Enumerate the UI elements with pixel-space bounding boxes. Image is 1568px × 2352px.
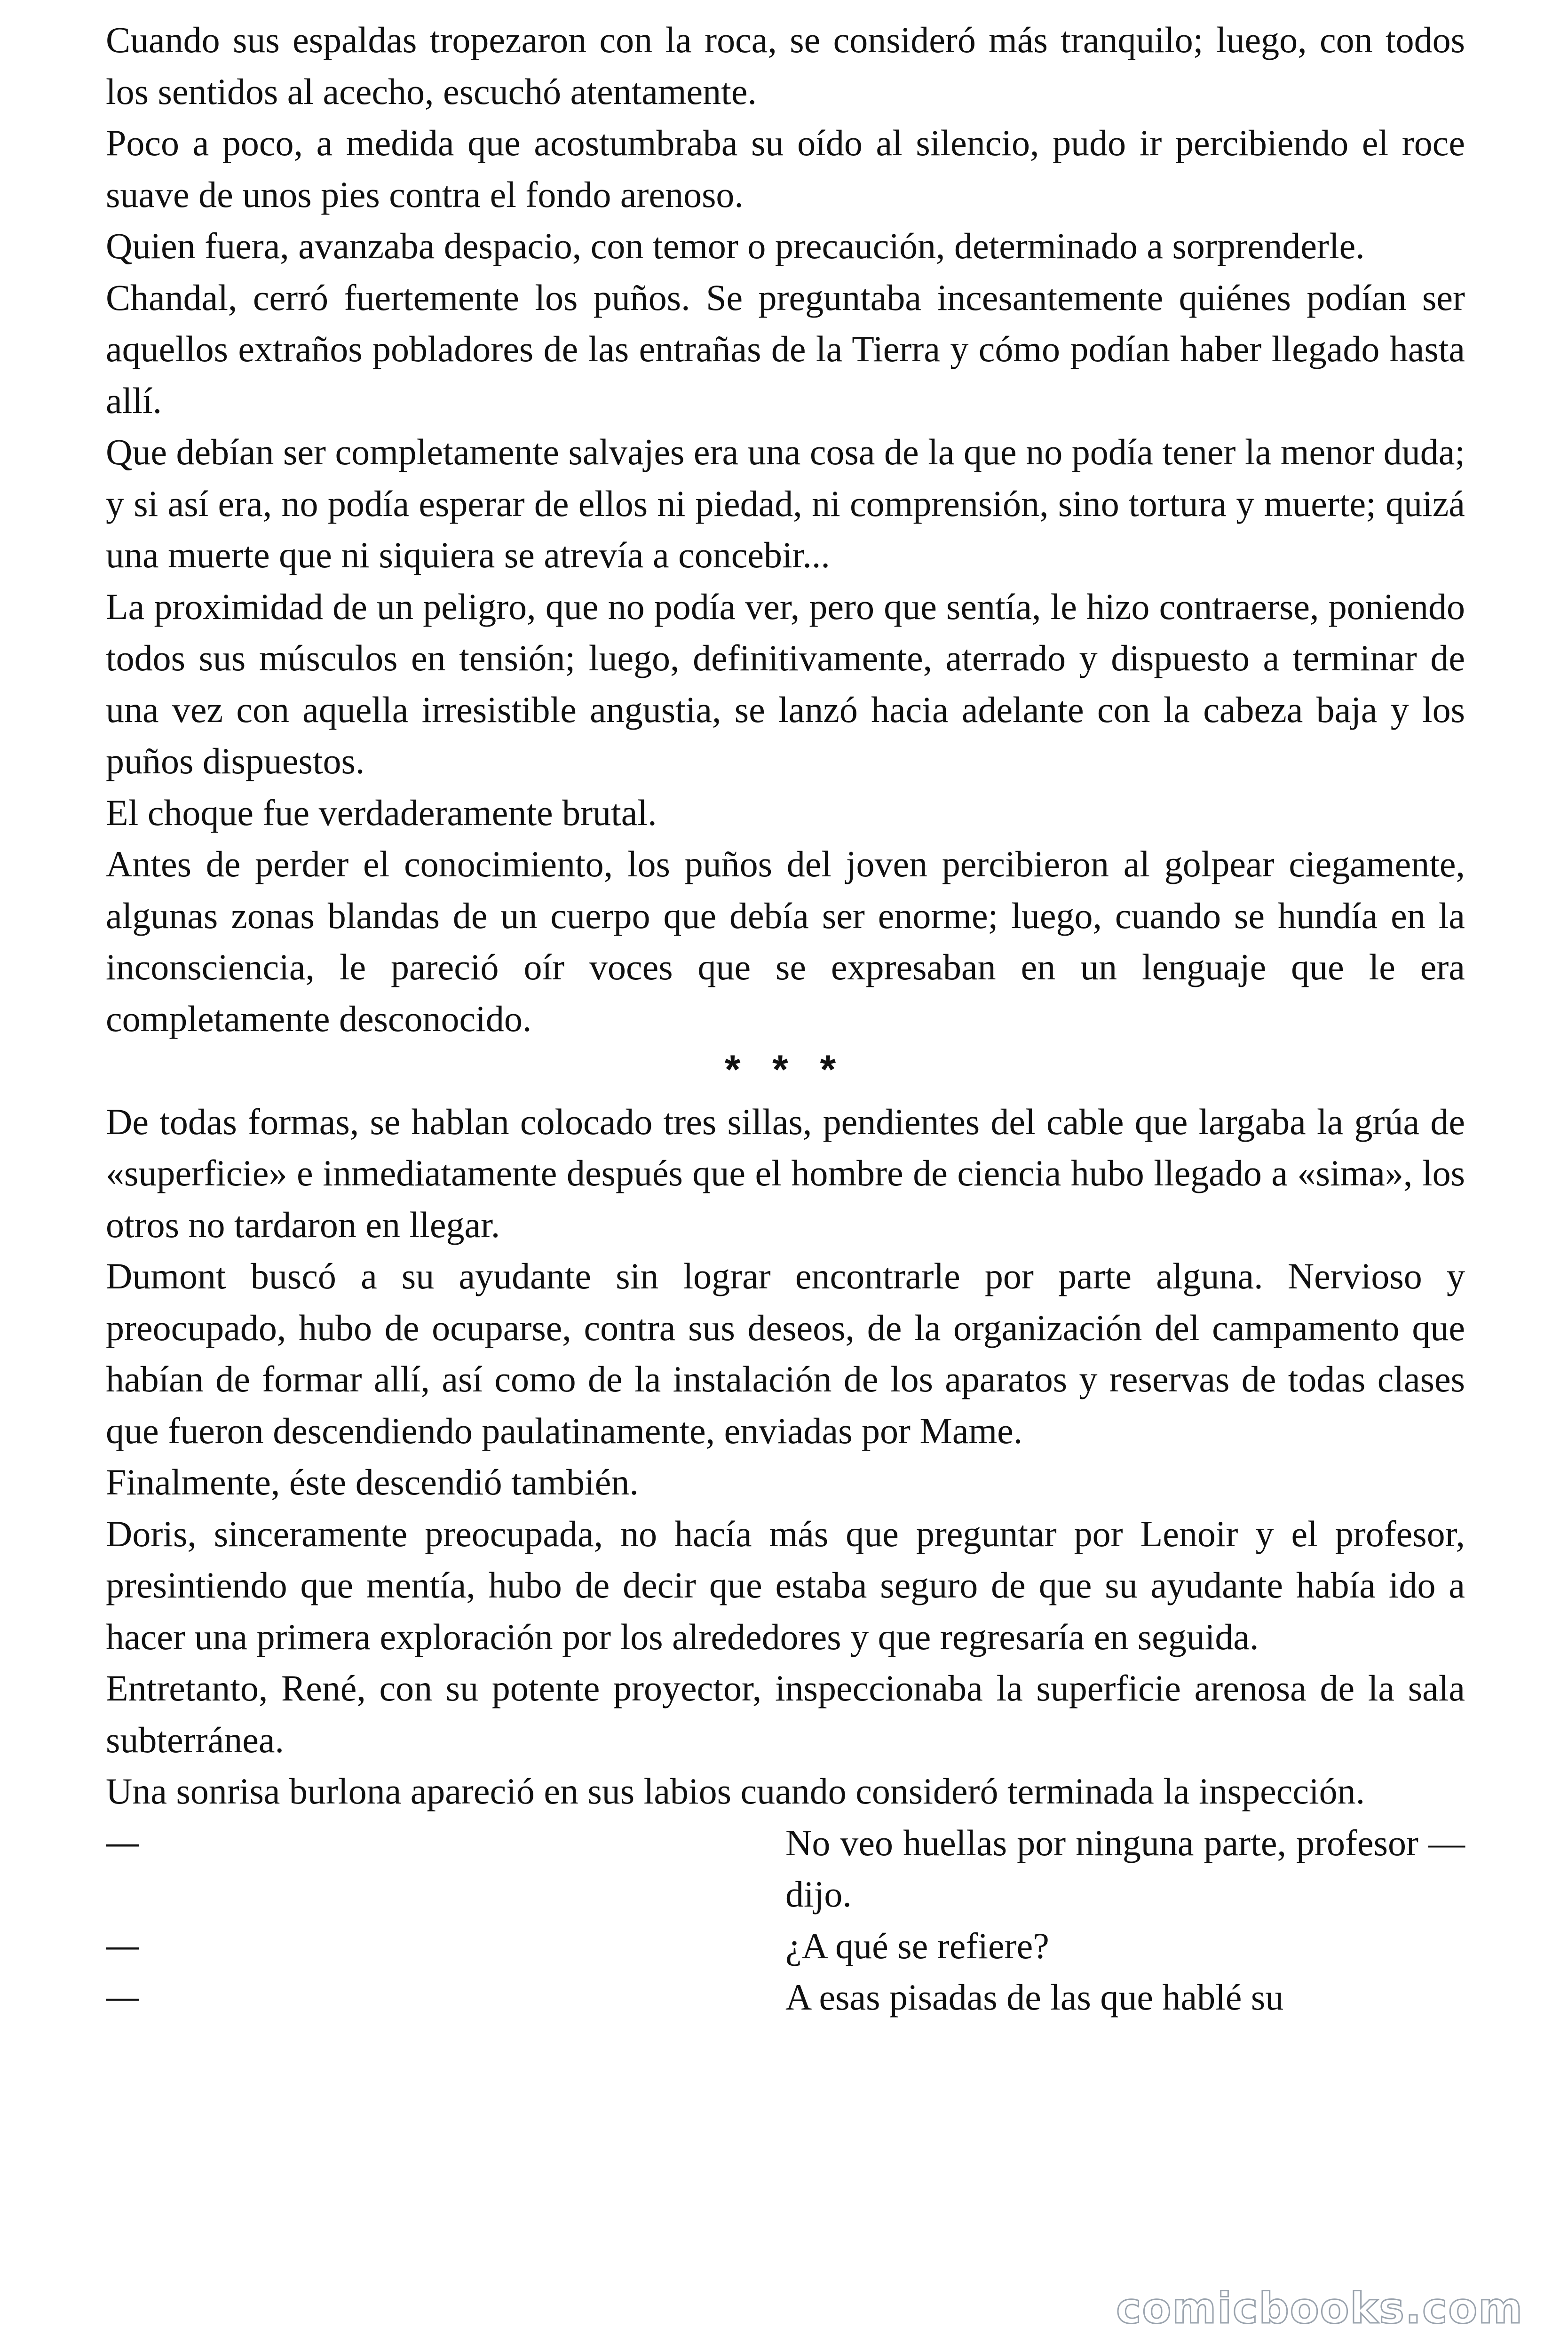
paragraph: Poco a poco, a medida que acostumbraba su oído al silencio, pudo ir percibiendo el roce suave de unos pies contra el fondo arenoso.: [106, 122, 1465, 215]
paragraph: El choque fue verdaderamente brutal.: [106, 792, 657, 833]
paragraph: Entretanto, René, con su potente proyector, inspeccionaba la superficie arenosa de la sala subterránea.: [106, 1668, 1465, 1760]
dialogue-dash: —: [106, 1927, 139, 1964]
dialogue-line: [106, 1971, 1465, 2023]
dialogue-text: A esas pisadas de las que hablé su: [785, 1977, 1284, 2018]
dialogue-line: [106, 1920, 1465, 1972]
paragraph: Dumont buscó a su ayudante sin lograr encontrarle por parte alguna. Nervioso y preocupado, hubo de ocuparse, contra sus deseos, de la organización del campamento que habían de formar allí, así como de la instalación de los aparatos y reservas de todas clases que fueron descendiendo paulatinamente, enviadas por Mame.: [106, 1255, 1465, 1451]
dialogue-dash: —: [106, 1979, 139, 2015]
dialogue-text: No veo huellas por ninguna parte, profesor —dijo.: [785, 1822, 1465, 1915]
dialogue-line: [106, 1817, 1465, 1920]
dialogue-text: ¿A qué se refiere?: [785, 1925, 1049, 1966]
paragraph: La proximidad de un peligro, que no podía ver, pero que sentía, le hizo contraerse, poniendo todos sus músculos en tensión; luego, definitivamente, aterrado y dispuesto a terminar de una vez con aquella irresistible angustia, se lanzó hacia adelante con la cabeza baja y los puños dispuestos.: [106, 586, 1465, 781]
paragraph: De todas formas, se hablan colocado tres sillas, pendientes del cable que largaba la grúa de «superficie» e inmediatamente después que el hombre de ciencia hubo llegado a «sima», los otros no tardaron en llegar.: [106, 1101, 1465, 1245]
book-page: [106, 14, 1465, 2023]
paragraph: Antes de perder el conocimiento, los puños del joven percibieron al golpear ciegamente, algunas zonas blandas de un cuerpo que debía ser enorme; luego, cuando se hundía en la inconsciencia, le pareció oír voces que se expresaban en un lenguaje que le era completamente desconocido.: [106, 843, 1465, 1039]
dialogue-dash: —: [106, 1824, 139, 1861]
paragraph: Chandal, cerró fuertemente los puños. Se preguntaba incesantemente quiénes podían ser aquellos extraños pobladores de las entrañas de la Tierra y cómo podían haber llegado hasta allí.: [106, 277, 1465, 421]
paragraph: Doris, sinceramente preocupada, no hacía más que preguntar por Lenoir y el profesor, presintiendo que mentía, hubo de decir que estaba seguro de que su ayudante había ido a hacer una primera exploración por los alrededores y que regresaría en seguida.: [106, 1513, 1465, 1657]
watermark: comicbooks.com: [1116, 2284, 1523, 2333]
paragraph: Cuando sus espaldas tropezaron con la roca, se consideró más tranquilo; luego, con todos los sentidos al acecho, escuchó atentamente.: [106, 19, 1465, 112]
paragraph: Una sonrisa burlona apareció en sus labios cuando consideró terminada la inspección.: [106, 1771, 1365, 1812]
paragraph: Que debían ser completamente salvajes era una cosa de la que no podía tener la menor duda; y si así era, no podía esperar de ellos ni piedad, ni comprensión, sino tortura y muerte; quizá una muerte que ni siquiera se atrevía a concebir...: [106, 431, 1465, 575]
paragraph: Quien fuera, avanzaba despacio, con temor o precaución, determinado a sorprenderle.: [106, 225, 1365, 266]
paragraph: Finalmente, éste descendió también.: [106, 1462, 639, 1502]
scene-separator: * * *: [724, 1047, 847, 1092]
